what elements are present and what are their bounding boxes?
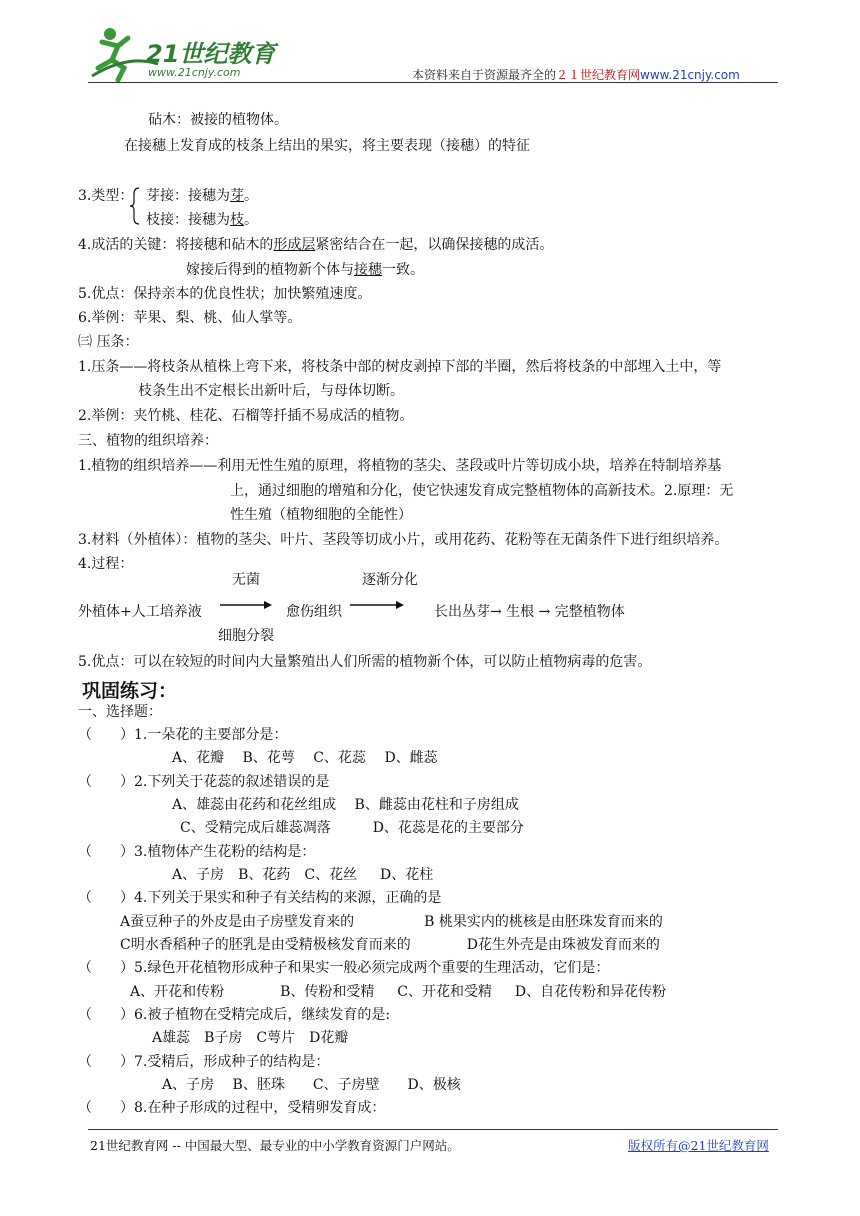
process-label-differentiation: 逐渐分化: [362, 572, 418, 588]
layering-title: ㈢ 压条：: [78, 334, 139, 350]
tissue-culture-definition: 1.植物的组织培养——利用无性生殖的原理，将植物的茎尖、茎段或叶片等切成小块，培养在特制培养基: [78, 458, 722, 474]
layering-example: 2.举例：夹竹桃、桂花、石榴等扦插不易成活的植物。: [78, 408, 414, 424]
logo-runner-icon: [88, 24, 288, 86]
exercise-subtitle: 一、选择题：: [78, 704, 162, 720]
question-2-options: A、雄蕊由花药和花丝组成 B、雌蕊由花柱和子房组成: [172, 797, 519, 813]
process-arrow-icon: [220, 600, 272, 610]
question-6: （ ）6.被子植物在受精完成后，继续发育的是:: [78, 1007, 391, 1023]
advantage-line: 5.优点：保持亲本的优良性状；加快繁殖速度。: [78, 286, 372, 302]
consistency-line: 嫁接后得到的植物新个体与接穗一致。: [186, 262, 424, 278]
question-3-options: A、子房 B、花药 C、花丝 D、花柱: [172, 867, 434, 883]
tissue-culture-process-label: 4.过程：: [78, 556, 134, 572]
header-divider: [88, 82, 778, 83]
svg-text:www.21cnjy.com: www.21cnjy.com: [148, 66, 241, 79]
question-3: （ ）3.植物体产生花粉的结构是：: [78, 844, 316, 860]
tissue-culture-advantage: 5.优点：可以在较短的时间内大量繁殖出人们所需的植物新个体，可以防止植物病毒的危害。: [78, 654, 652, 670]
process-step-result: 长出丛芽→ 生根 → 完整植物体: [434, 604, 625, 620]
logo: [88, 24, 288, 86]
question-4-options: A蚕豆种子的外皮是由子房壁发育来的 B 桃果实内的桃核是由胚珠发育而来的: [120, 914, 663, 930]
header-source: 本资料来自于资源最齐全的２１世纪教育网www.21cnjy.com: [412, 68, 740, 82]
example-line: 6.举例：苹果、梨、桃、仙人掌等。: [78, 310, 302, 326]
question-7: （ ）7.受精后，形成种子的结构是：: [78, 1054, 330, 1070]
bud-graft-line: 芽接：接穗为芽。: [146, 188, 258, 204]
tissue-culture-definition-cont: 上，通过细胞的增殖和分化，使它快速发育成完整植物体的高新技术。2.原理：无: [230, 483, 734, 499]
tissue-culture-material: 3.材料（外植体）：植物的茎尖、叶片、茎段等切成小片，或用花药、花粉等在无菌条件下进行组织培养。: [78, 532, 729, 548]
question-5-options: A、开花和传粉 B、传粉和受精 C、开花和受精 D、自花传粉和异花传粉: [130, 984, 667, 1000]
tissue-culture-principle: 性生殖（植物细胞的全能性）: [230, 507, 412, 523]
fruit-feature-line: 在接穗上发育成的枝条上结出的果实，将主要表现（接穗）的特征: [124, 138, 530, 154]
process-label-division: 细胞分裂: [218, 628, 274, 644]
types-label: 3.类型：: [78, 188, 134, 204]
question-5: （ ）5.绿色开花植物形成种子和果实一般必须完成两个重要的生理活动，它们是：: [78, 960, 610, 976]
footer-copyright-link[interactable]: 版权所有@21世纪教育网: [628, 1138, 769, 1153]
question-2-options-cont: C、受精完成后雄蕊凋落 D、花蕊是花的主要部分: [180, 820, 524, 836]
process-label-sterile: 无菌: [232, 572, 260, 588]
brace-icon: [130, 186, 140, 226]
question-1: （ ）1.一朵花的主要部分是：: [78, 727, 288, 743]
question-4-options-cont: C明水香稻种子的胚乳是由受精极核发育而来的 D花生外壳是由珠被发育而来的: [120, 937, 660, 953]
layering-definition-cont: 枝条生出不定根长出新叶后，与母体切断。: [138, 383, 404, 399]
question-1-options: A、花瓣 B、花萼 C、花蕊 D、雌蕊: [172, 750, 438, 766]
exercise-section-title: 巩固练习：: [82, 680, 178, 702]
tissue-culture-title: 三、植物的组织培养：: [78, 433, 218, 449]
question-2: （ ）2.下列关于花蕊的叙述错误的是: [78, 774, 330, 790]
process-step-callus: 愈伤组织: [286, 604, 342, 620]
question-7-options: A、子房 B、胚珠 C、子房壁 D、极核: [162, 1077, 461, 1093]
question-8: （ ）8.在种子形成的过程中，受精卵发育成：: [78, 1100, 386, 1116]
question-4: （ ）4.下列关于果实和种子有关结构的来源，正确的是: [78, 890, 442, 906]
process-arrow-icon: [350, 600, 404, 610]
survival-key-line: 4.成活的关键：将接穗和砧木的形成层紧密结合在一起，以确保接穗的成活。: [78, 237, 554, 253]
question-6-options: A雄蕊 B子房 C萼片 D花瓣: [152, 1030, 349, 1046]
rootstock-line: 砧木：被接的植物体。: [148, 112, 288, 128]
svg-text:21世纪教育: 21世纪教育: [146, 40, 276, 68]
header-source-link[interactable]: www.21cnjy.com: [640, 68, 740, 82]
process-step-explant: 外植体+人工培养液: [78, 604, 202, 620]
branch-graft-line: 枝接：接穗为枝。: [146, 212, 258, 228]
footer-divider: [88, 1129, 778, 1130]
layering-definition: 1.压条——将枝条从植株上弯下来，将枝条中部的树皮剥掉下部的半圈，然后将枝条的中部埋入土中，等: [78, 359, 722, 375]
footer-site-description: 21世纪教育网 -- 中国最大型、最专业的中小学教育资源门户网站。: [90, 1138, 460, 1153]
